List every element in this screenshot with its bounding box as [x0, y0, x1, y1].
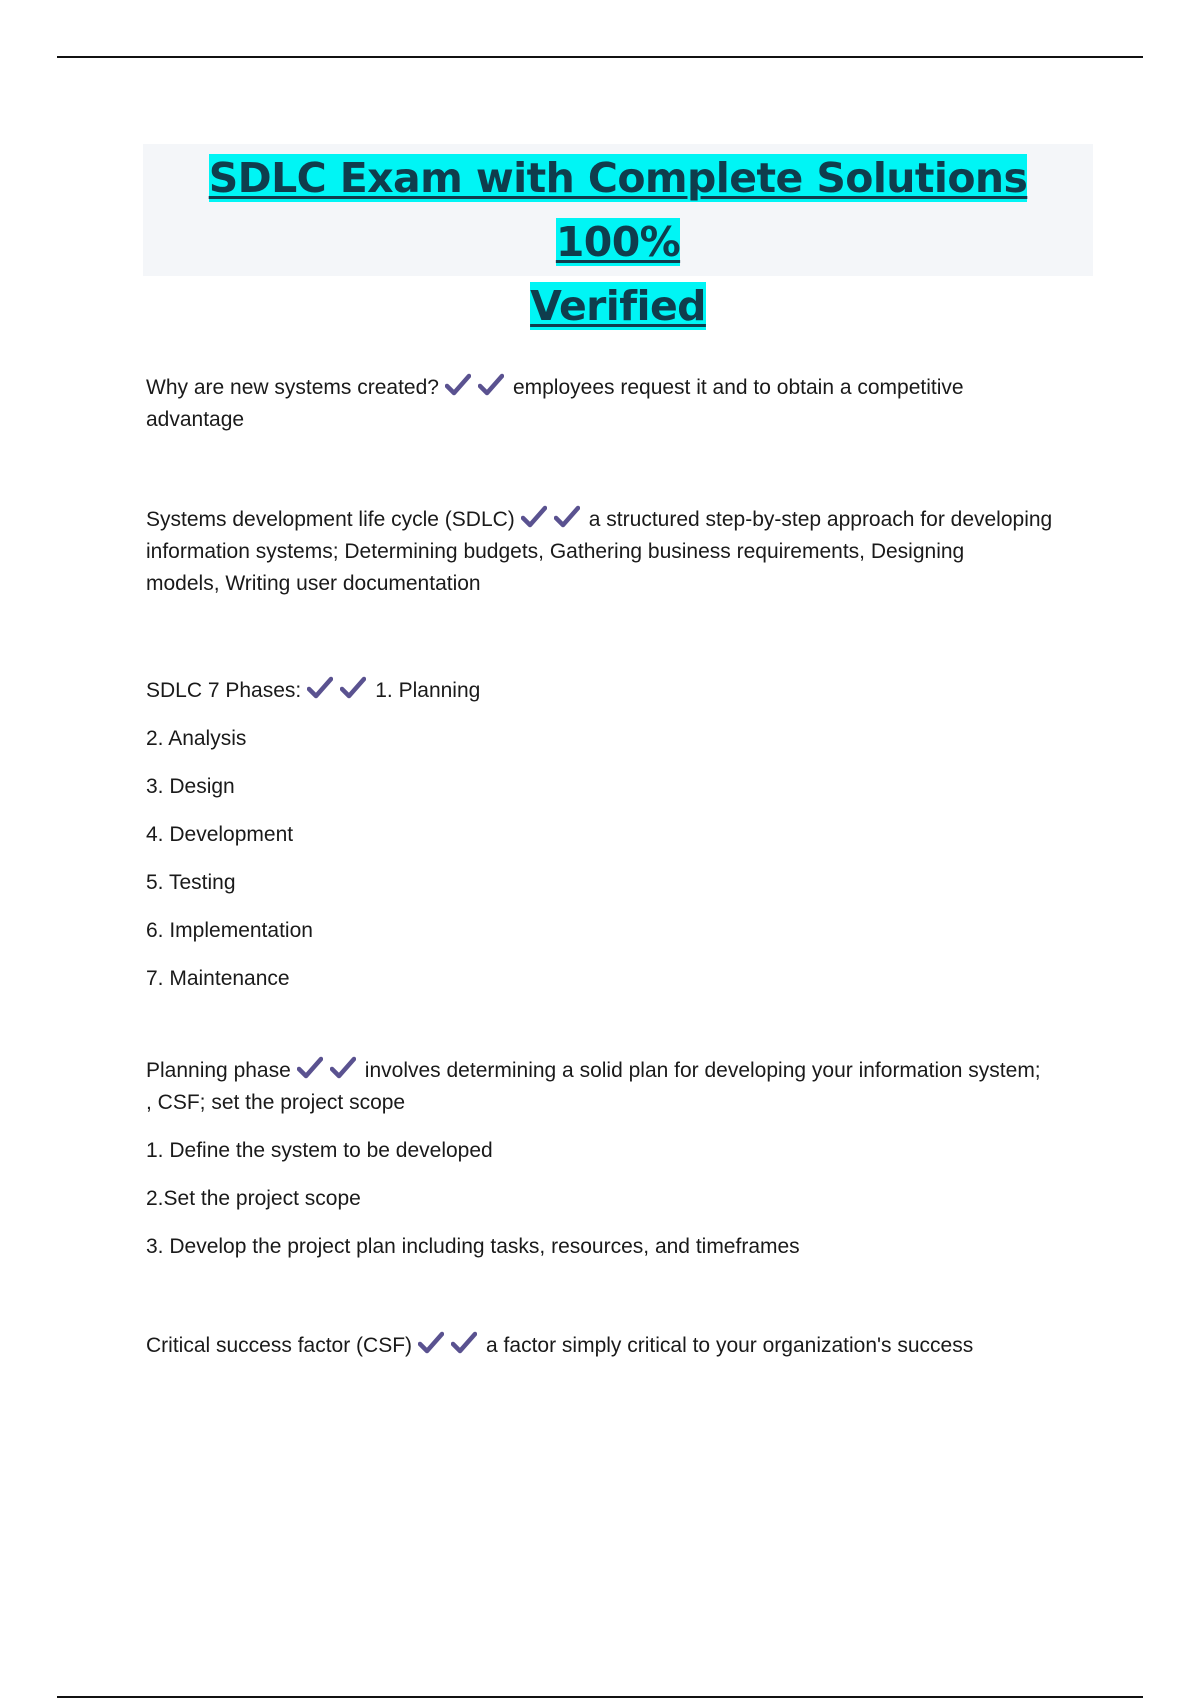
- list-item: 3. Develop the project plan including tasks, resources, and timeframes: [146, 1235, 800, 1258]
- check-icon: [521, 505, 547, 529]
- check-icon: [297, 1056, 323, 1080]
- footer-rule: [57, 1696, 1143, 1698]
- answer-text-cont: advantage: [146, 408, 245, 431]
- list-item: 4. Development: [146, 823, 294, 846]
- answer-text: employees request it and to obtain a competitive: [512, 376, 964, 399]
- title-block: [143, 144, 1093, 330]
- header-rule: [57, 56, 1143, 58]
- document-title-line-2: Verified: [530, 282, 706, 330]
- answer-text: 1. Planning: [375, 679, 481, 702]
- qa-item-csf: [146, 1330, 1106, 1362]
- list-item: 2.Set the project scope: [146, 1187, 361, 1210]
- list-item: 5. Testing: [146, 871, 236, 894]
- question-text: Why are new systems created?: [146, 376, 439, 399]
- list-item: 3. Design: [146, 775, 235, 798]
- qa-item-why-new-systems: [146, 372, 1106, 436]
- qa-item-sdlc-definition: [146, 504, 1106, 600]
- check-icon: [445, 373, 471, 397]
- check-icon: [418, 1331, 444, 1355]
- answer-text: a structured step-by-step approach for developing: [588, 508, 1053, 531]
- check-icon: [554, 505, 580, 529]
- list-item: 6. Implementation: [146, 919, 313, 942]
- list-item: 1. Define the system to be developed: [146, 1139, 493, 1162]
- check-icon: [451, 1331, 477, 1355]
- question-text: Systems development life cycle (SDLC): [146, 508, 515, 531]
- list-item: 7. Maintenance: [146, 967, 290, 990]
- answer-text: involves determining a solid plan for developing your information system;: [364, 1059, 1041, 1082]
- list-item: 2. Analysis: [146, 727, 247, 750]
- check-icon: [330, 1056, 356, 1080]
- answer-text-cont: information systems; Determining budgets, Gathering business requirements, Designing: [146, 540, 965, 563]
- qa-item-planning-phase: [146, 1055, 1106, 1119]
- check-icon: [478, 373, 504, 397]
- check-icon: [340, 676, 366, 700]
- check-icon: [307, 676, 333, 700]
- answer-text-cont: models, Writing user documentation: [146, 572, 481, 595]
- answer-text-cont: , CSF; set the project scope: [146, 1091, 406, 1114]
- document-title-line-1: SDLC Exam with Complete Solutions 100%: [208, 154, 1028, 266]
- question-text: Critical success factor (CSF): [146, 1334, 413, 1357]
- answer-text: a factor simply critical to your organization's success: [486, 1334, 974, 1357]
- question-text: SDLC 7 Phases:: [146, 679, 302, 702]
- planning-steps-list: [146, 1127, 1106, 1271]
- question-text: Planning phase: [146, 1059, 291, 1082]
- qa-item-sdlc-phases: [146, 667, 1106, 1003]
